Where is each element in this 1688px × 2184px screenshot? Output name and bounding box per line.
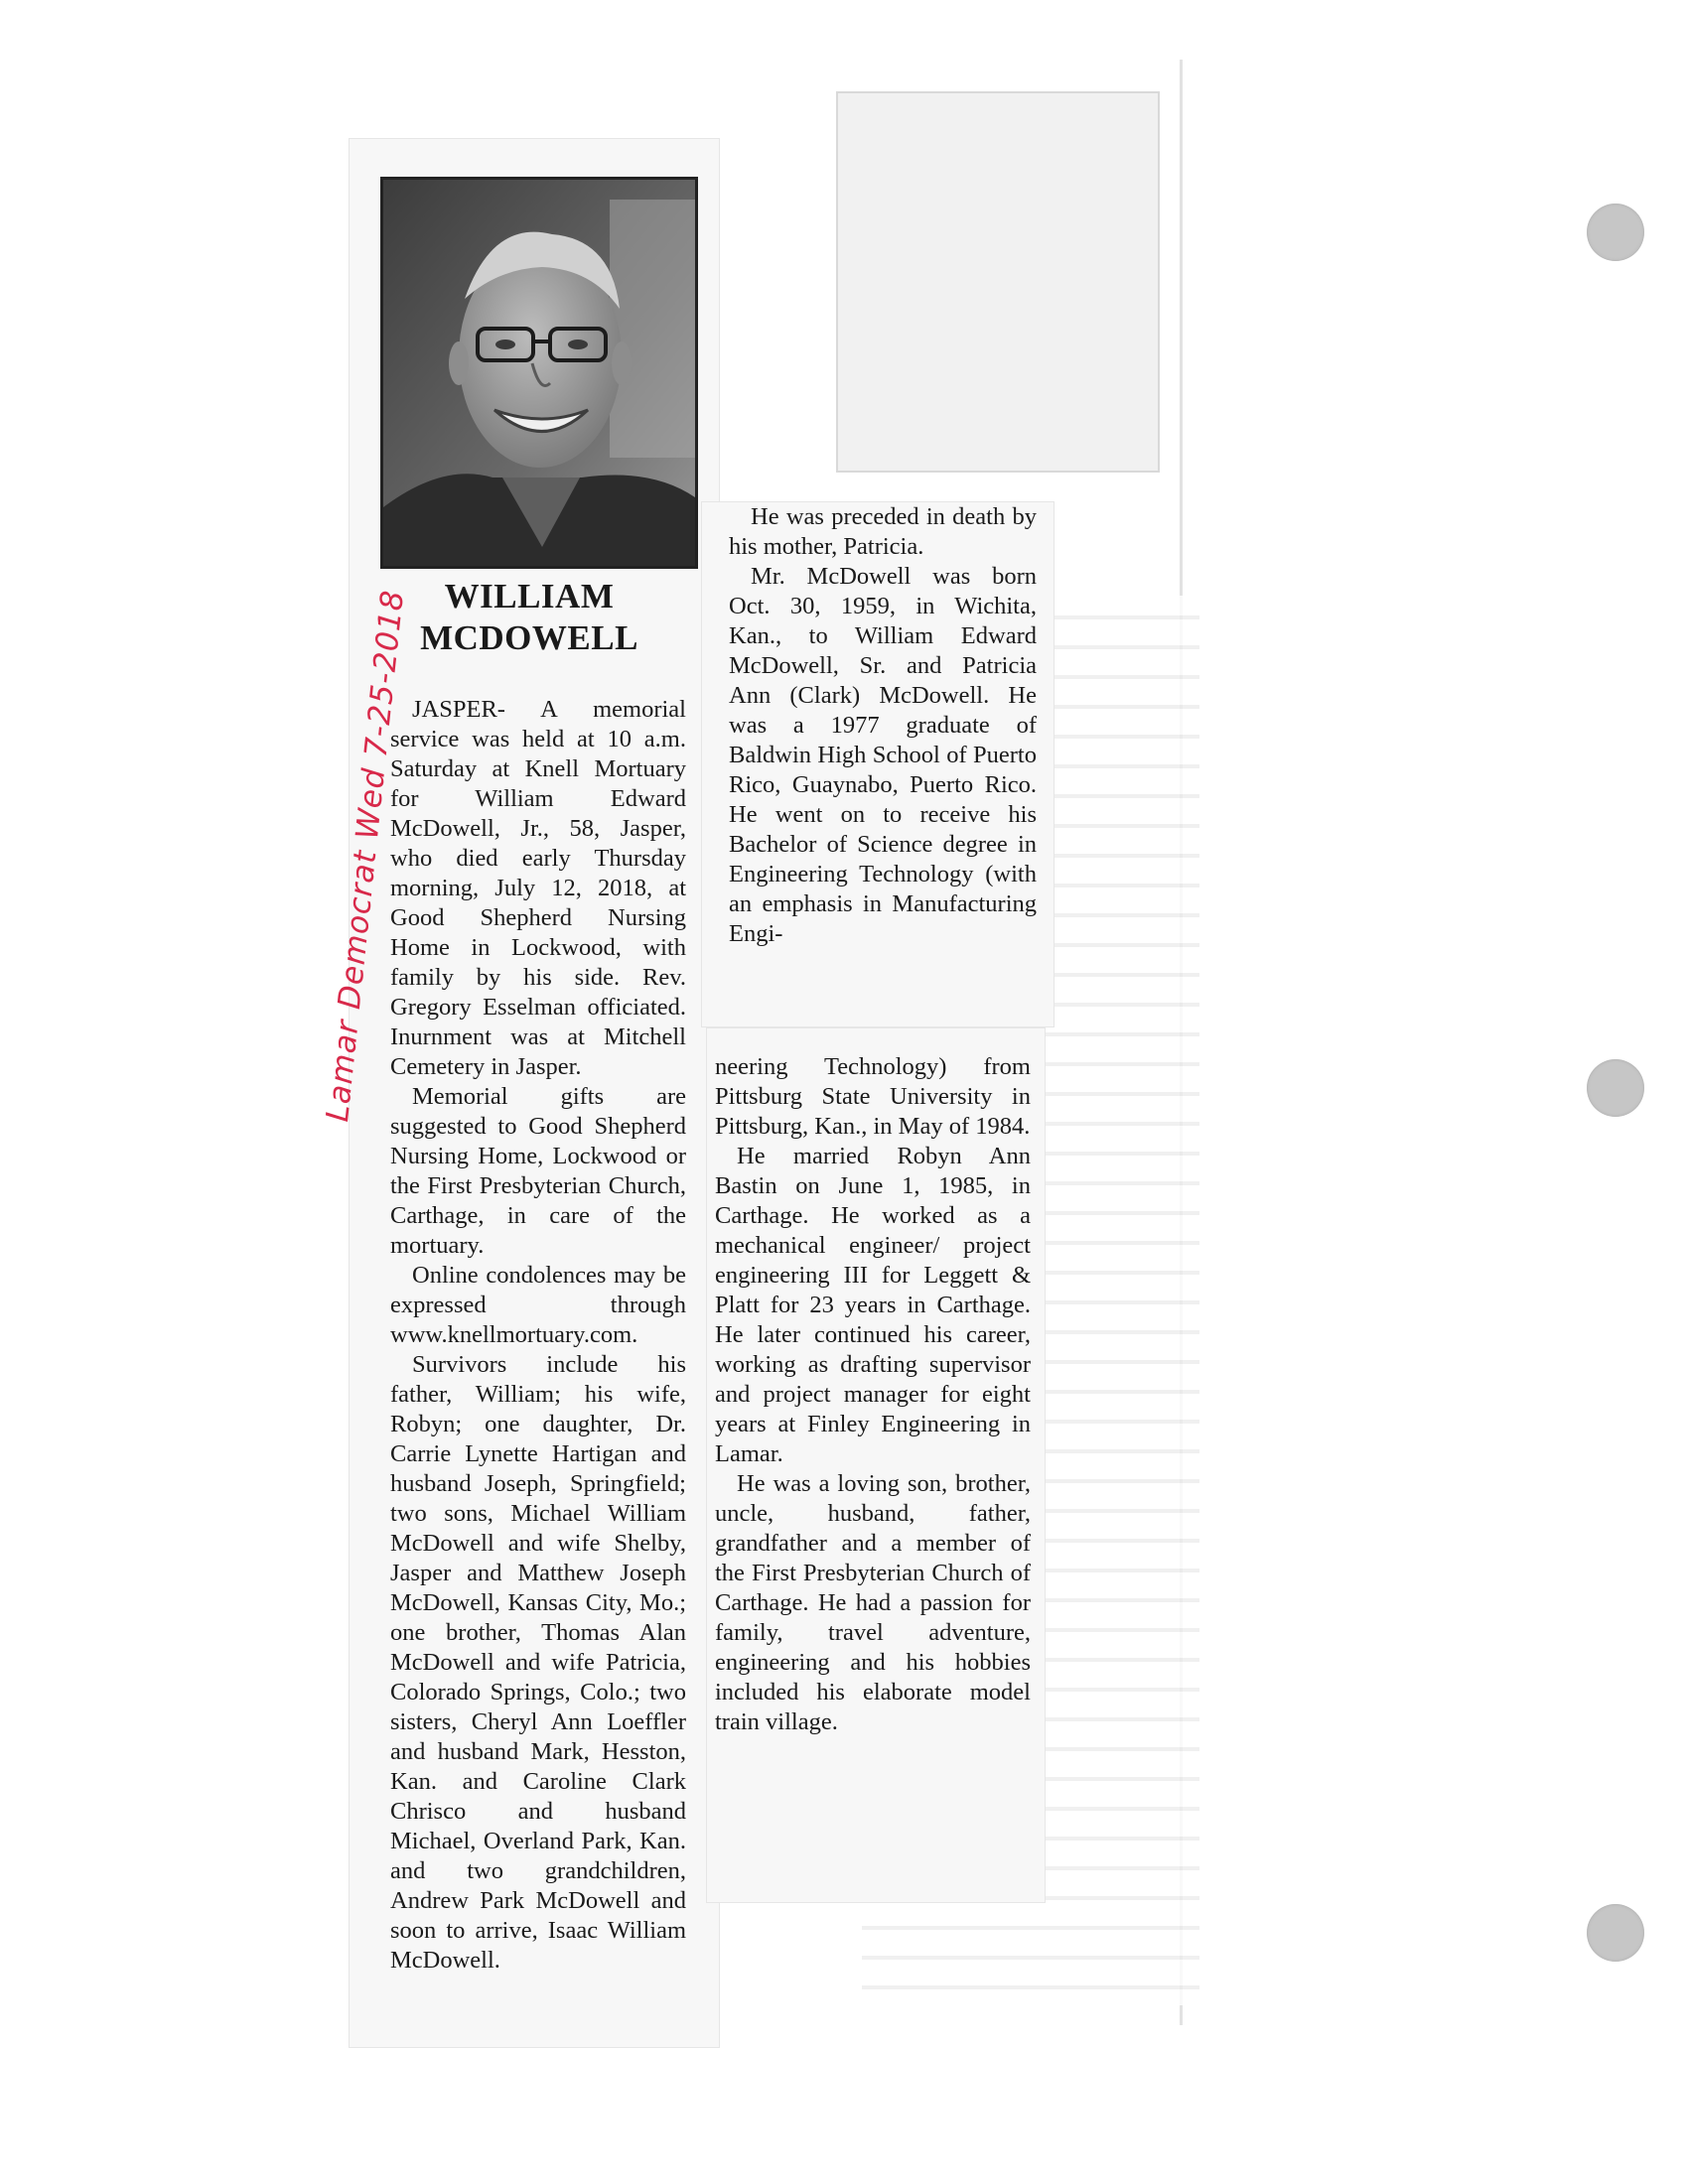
paragraph-career: He married Robyn Ann Bastin on June 1, 1985, in Carthage. He worked as a mechanical engineer/ project engineering III for Leggett & Platt for 23 years in Carthage. He later continued his career, working as drafting supervisor and project manager for eight years at Finley Engineering in Lamar. — [715, 1143, 1031, 1467]
obituary-column-right-bottom — [715, 1052, 1031, 1737]
paragraph-biography: Mr. McDowell was born Oct. 30, 1959, in Wichita, Kan., to William Edward McDowell, Sr. and Patricia Ann (Clark) McDowell. He was a 1977 graduate of Baldwin High School of Puerto Rico, Guaynabo, Puerto Rico. He went on to receive his Bachelor of Science degree in Engineering Technology (with an emphasis in Manufacturing Engi- — [729, 563, 1037, 947]
paragraph-service: JASPER- A memorial service was held at 10 a.m. Saturday at Knell Mortuary for William Edward McDowell, Jr., 58, Jasper, who died early Thursday morning, July 12, 2018, at Good Shepherd Nursing Home in Lockwood, with family by his side. Rev. Gregory Esselman officiated. Inurnment was at Mitchell Cemetery in Jasper. — [390, 696, 686, 1080]
paragraph-memorial-gifts: Memorial gifts are suggested to Good Shepherd Nursing Home, Lockwood or the First Presbyterian Church, Carthage, in care of the mortuary. — [390, 1083, 686, 1259]
obituary-column-left — [390, 695, 686, 1976]
portrait-drawing — [383, 180, 695, 566]
binder-hole-bottom — [1587, 1904, 1644, 1962]
paragraph-condolences: Online condolences may be expressed through www.knellmortuary.com. — [390, 1262, 686, 1348]
headline-first-name: WILLIAM — [444, 577, 615, 615]
paragraph-family: He was a loving son, brother, uncle, husband, father, grandfather and a member of the First Presbyterian Church of Carthage. He had a passion for family, travel adventure, engineering and his hobbies included his elaborate model train village. — [715, 1470, 1031, 1735]
portrait-photo — [380, 177, 698, 569]
paragraph-education-continued: neering Technology) from Pittsburg State University in Pittsburg, Kan., in May of 1984. — [715, 1053, 1031, 1140]
binder-hole-middle — [1587, 1059, 1644, 1117]
headline-last-name: MCDOWELL — [420, 618, 638, 657]
bleed-through-photo — [836, 91, 1160, 473]
paragraph-preceded: He was preceded in death by his mother, Patricia. — [729, 503, 1037, 560]
binder-hole-top — [1587, 204, 1644, 261]
handwritten-source-note: Lamar Democrat Wed 7-25-2018 — [320, 588, 412, 1124]
obituary-headline — [380, 576, 678, 659]
paragraph-survivors: Survivors include his father, William; his wife, Robyn; one daughter, Dr. Carrie Lynette Hartigan and husband Joseph, Springfield; two sons, Michael William McDowell and wife Shelby, Jasper and Matthew Joseph McDowell, Kansas City, Mo.; one brother, Thomas Alan McDowell and wife Patricia, Colorado Springs, Colo.; two sisters, Cheryl Ann Loeffler and husband Mark, Hesston, Kan. and Caroline Clark Chrisco and husband Michael, Overland Park, Kan. and two grandchildren, Andrew Park McDowell and soon to arrive, Isaac William McDowell. — [390, 1351, 686, 1974]
obituary-column-right-top — [729, 502, 1037, 949]
